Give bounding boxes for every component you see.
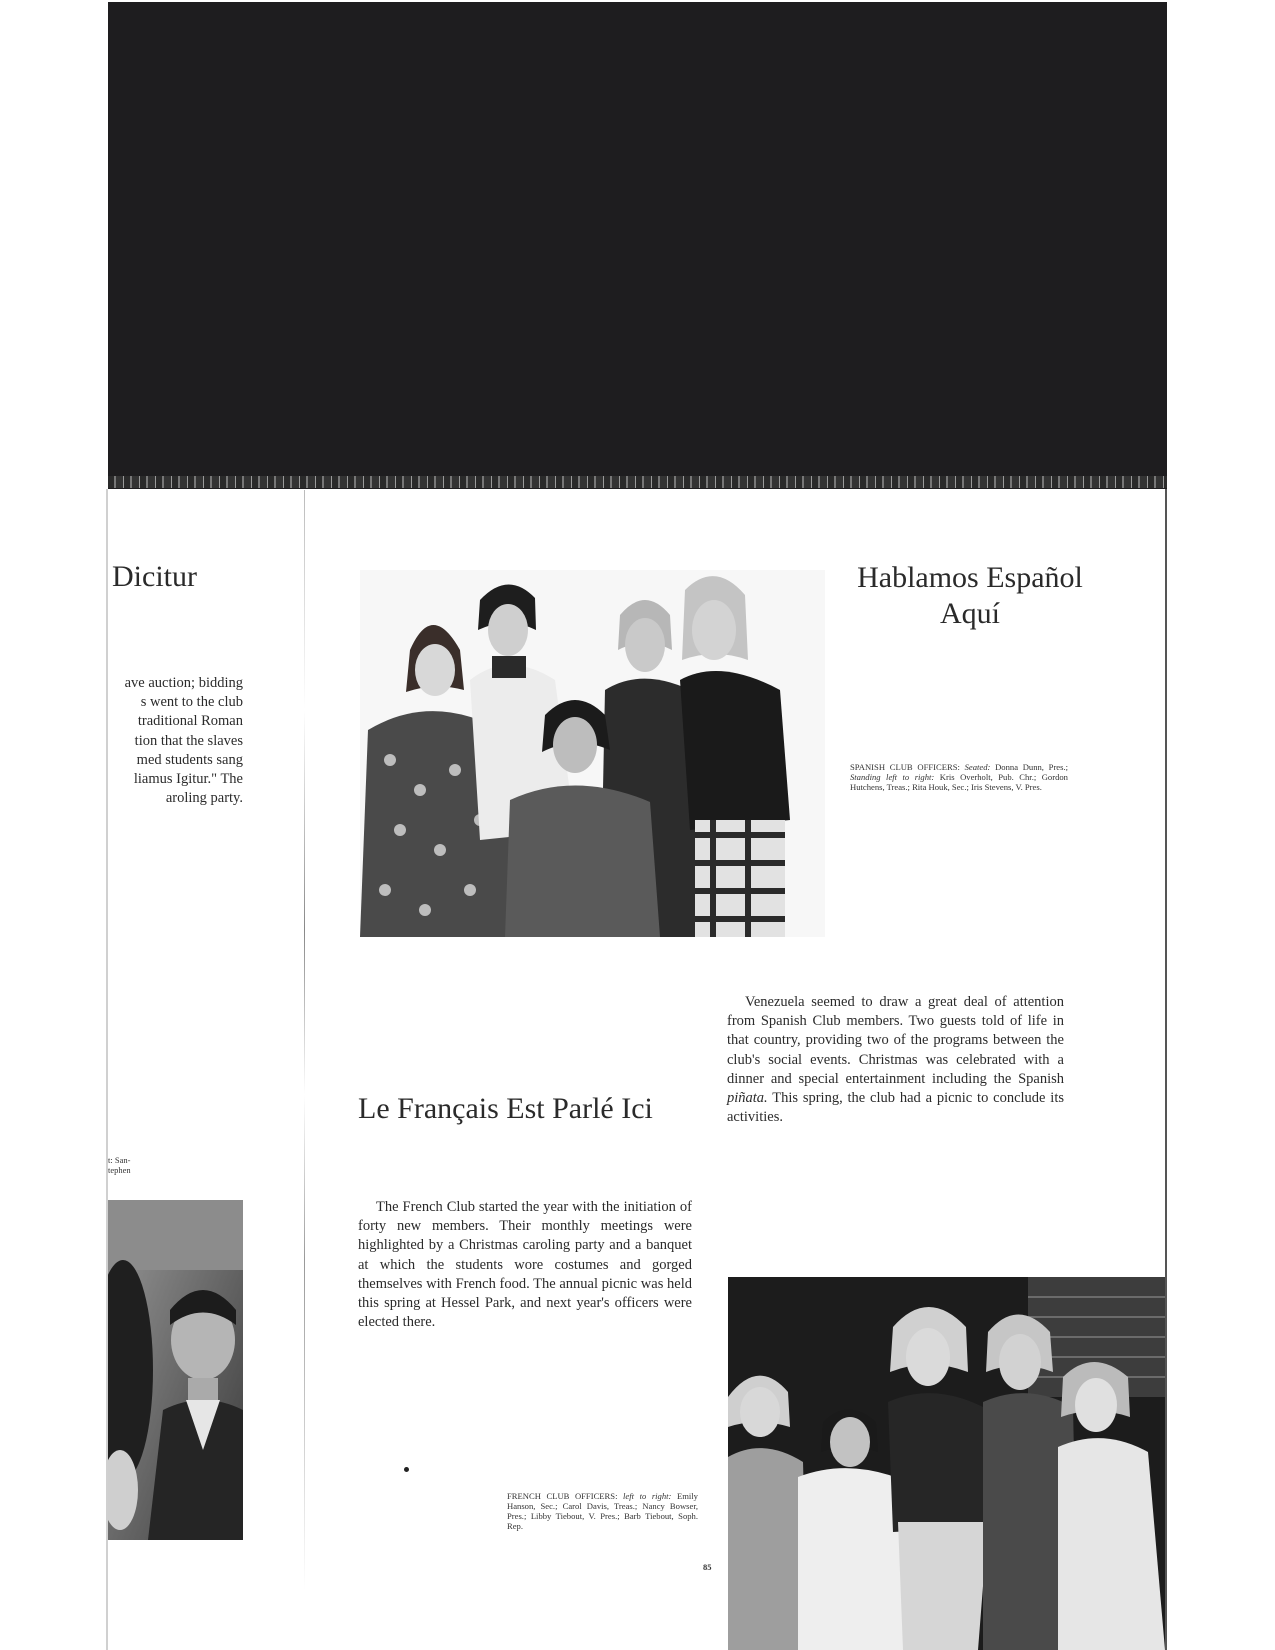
book-gutter	[304, 490, 305, 1590]
french-club-body: The French Club started the year with the initiation of forty new members. Their monthly meetings were highlighted by a Christmas caroling party and a banquet at which the students wore costumes and gorged themselves with French food. The annual picnic was held this spring at Hessel Park, and next year's officers were elected there.	[358, 1199, 692, 1331]
french-club-officers-photo	[728, 1277, 1165, 1650]
dark-background-area	[108, 2, 1167, 489]
latin-club-text-fragment: ave auction; bidding s went to the club traditional Roman tion that the slaves med students sang liamus Igitur." The aroling party.	[124, 675, 243, 807]
page-number: 85	[703, 1562, 712, 1572]
left-caption-fragment: t: San- tephen	[108, 1155, 131, 1175]
page-right-edge	[1165, 489, 1167, 1650]
spanish-club-heading: Hablamos Español Aquí	[857, 561, 1083, 630]
spanish-club-body: Venezuela seemed to draw a great deal of attention from Spanish Club members. Two guests told of life in that country, providing two of the programs between the club's social events. Christmas was celebrated with a dinner and special entertainment including the Spanish piñata. This spring, the club had a picnic to conclude its activities.	[727, 994, 1064, 1126]
ink-speck	[404, 1467, 409, 1472]
spanish-club-officers-photo	[360, 570, 825, 937]
french-club-heading: Le Français Est Parlé Ici	[358, 1092, 653, 1125]
left-page-photo	[108, 1200, 243, 1540]
spanish-club-caption: SPANISH CLUB OFFICERS: Seated: Donna Dunn, Pres.; Standing left to right: Kris Overholt, Pub. Chr.; Gordon Hutchens, Treas.; Rita Houk, Sec.; Iris Stevens, V. Pres.	[850, 762, 1068, 792]
french-club-caption: FRENCH CLUB OFFICERS: left to right: Emily Hanson, Sec.; Carol Davis, Treas.; Nancy Bowser, Pres.; Libby Tiebout, V. Pres.; Barb Tiebout, Soph. Rep.	[507, 1491, 698, 1531]
page-top-edge	[108, 476, 1167, 488]
latin-club-heading-fragment: Dicitur	[112, 560, 197, 593]
